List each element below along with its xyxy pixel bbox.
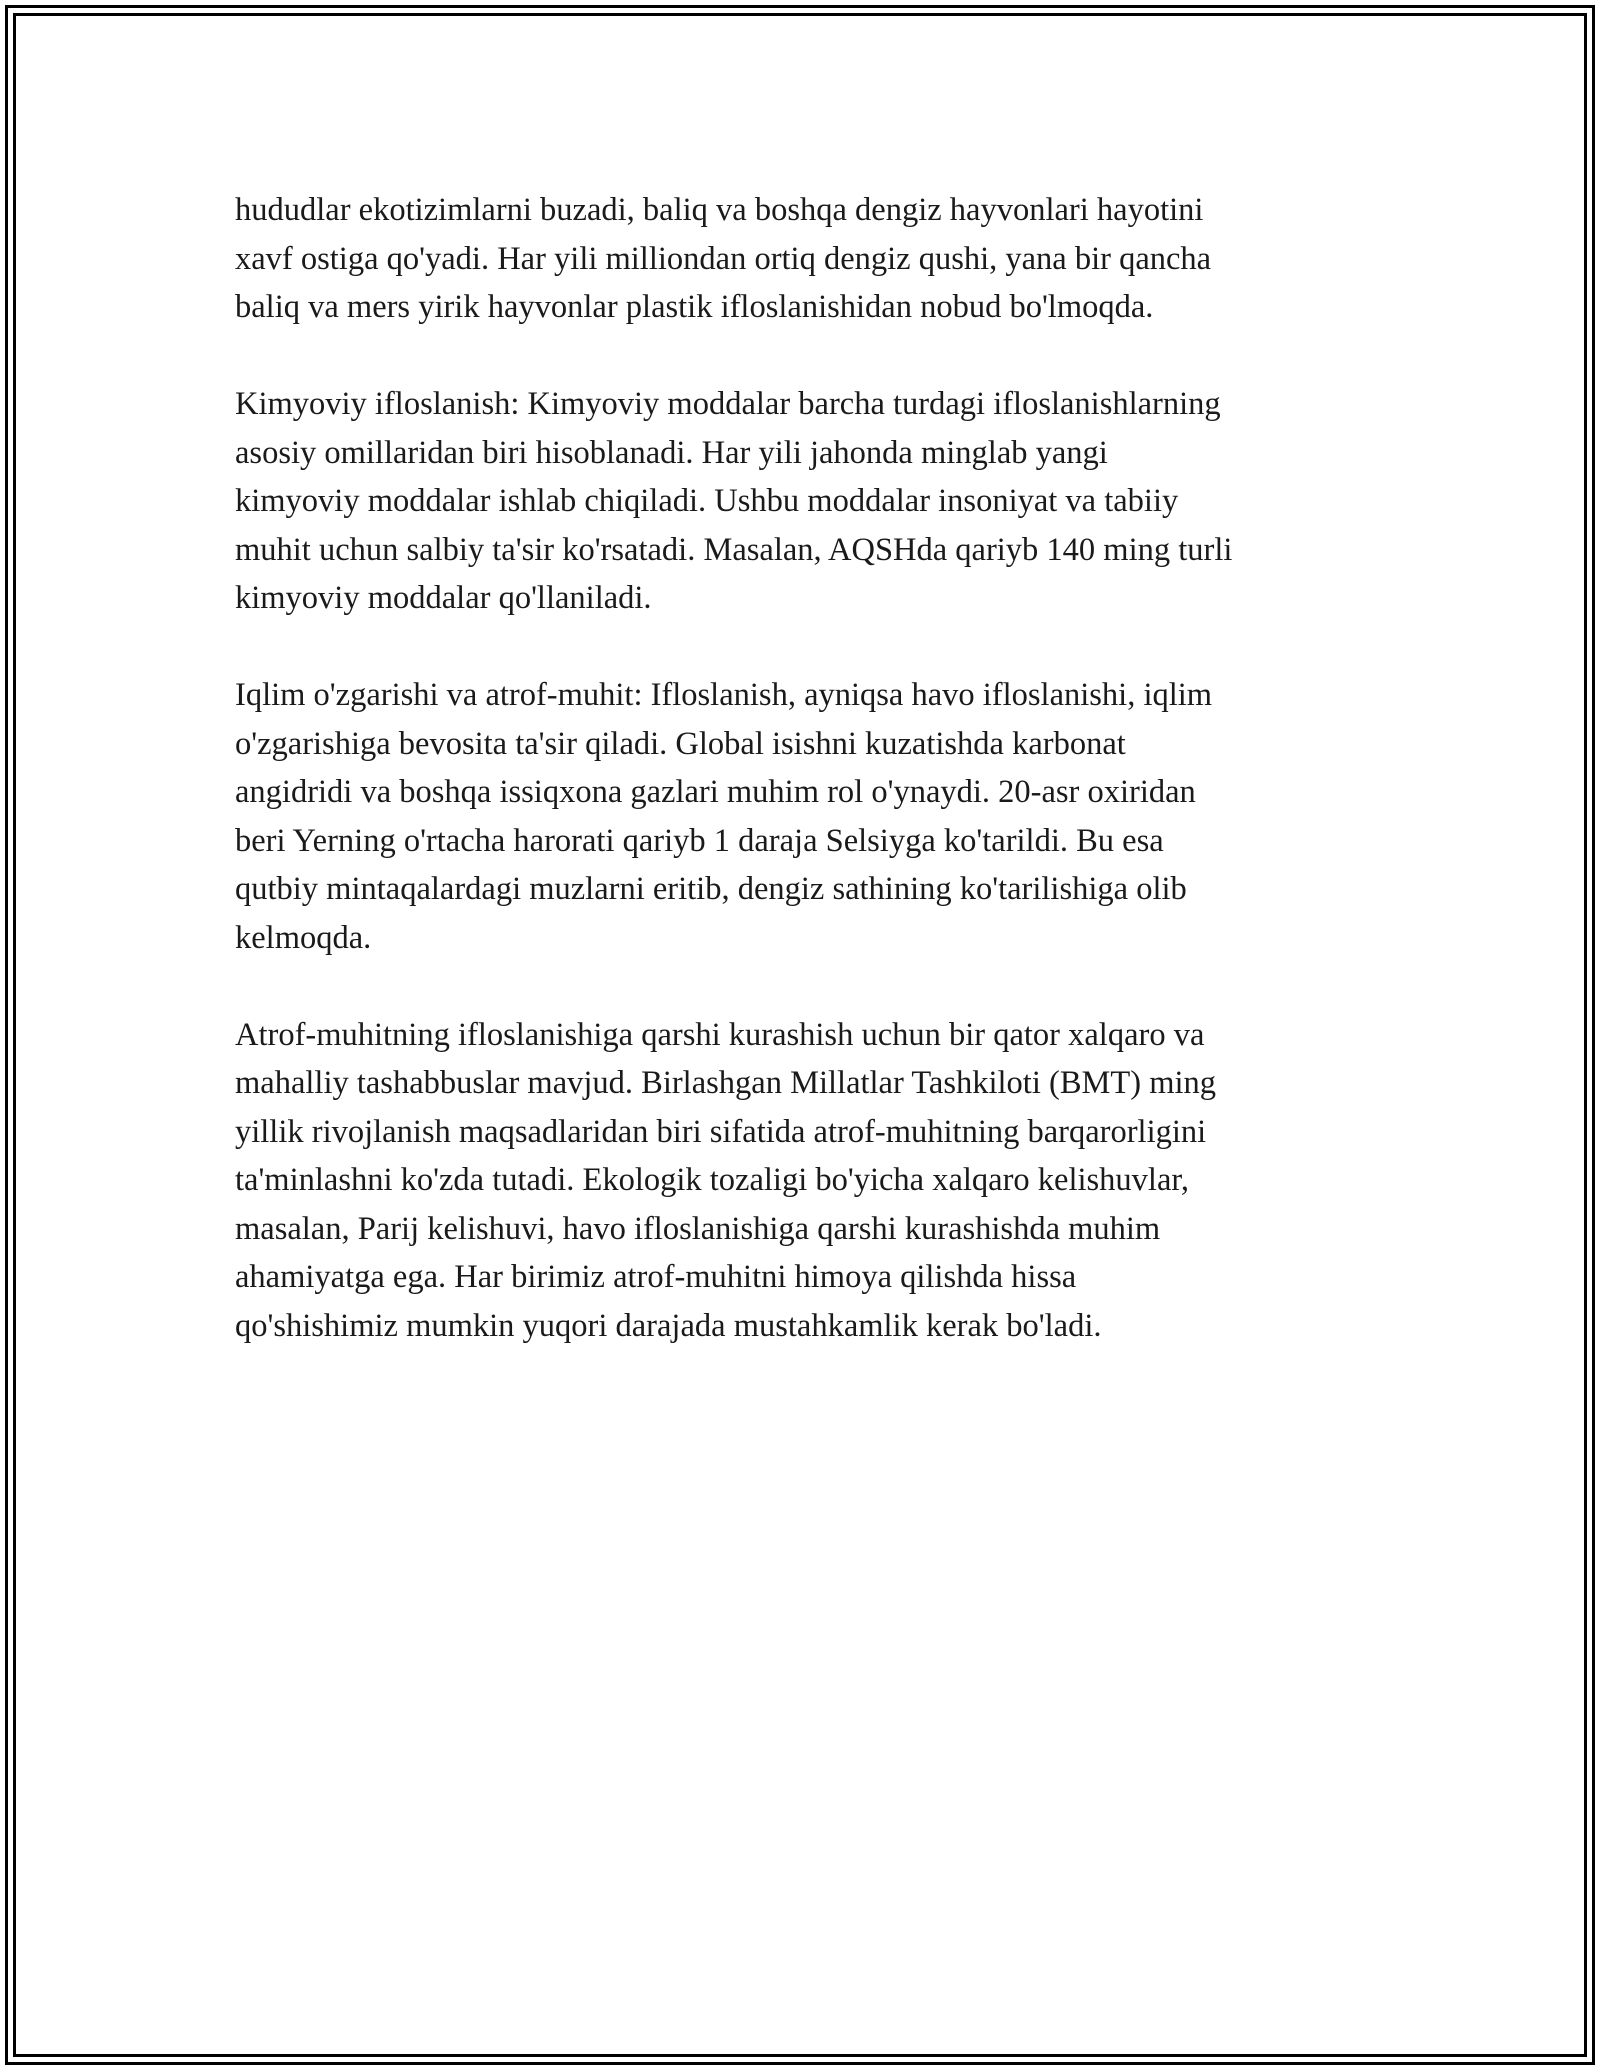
paragraph-plastic-pollution: hududlar ekotizimlarni buzadi, baliq va boshqa dengiz hayvonlari hayotini xavf ostiga qo'yadi. Har yili milliondan ortiq dengiz qushi, yana bir qancha baliq va mers yirik hayvonlar plastik ifloslanishidan nobud bo'lmoqda. xyxy=(235,192,1212,325)
paragraph-climate-change: Iqlim o'zgarishi va atrof-muhit: Ifloslanish, ayniqsa havo ifloslanishi, iqlim o'zgarishiga bevosita ta'sir qiladi. Global isishni kuzatishda karbonat angidridi va boshqa issiqxona gazlari muhim rol o'ynaydi. 20-asr oxiridan beri Yerning o'rtacha harorati qariyb 1 daraja Selsiyga ko'tarildi. Bu esa qutbiy mintaqalardagi muzlarni eritib, dengiz sathining ko'tarilishiga olib kelmoqda. xyxy=(235,677,1213,956)
document-body xyxy=(235,186,1365,1399)
paragraph-initiatives: Atrof-muhitning ifloslanishiga qarshi kurashish uchun bir qator xalqaro va mahalliy tashabbuslar mavjud. Birlashgan Millatlar Tashkiloti (BMT) ming yillik rivojlanish maqsadlaridan biri sifatida atrof-muhitning barqarorligini ta'minlashni ko'zda tutadi. Ekologik tozaligi bo'yicha xalqaro kelishuvlar, masalan, Parij kelishuvi, havo ifloslanishiga qarshi kurashishda muhim ahamiyatga ega. Har birimiz atrof-muhitni himoya qilishda hissa qo'shishimiz mumkin yuqori darajada mustahkamlik kerak bo'ladi. xyxy=(235,1016,1216,1344)
paragraph-chemical-pollution: Kimyoviy ifloslanish: Kimyoviy moddalar barcha turdagi ifloslanishlarning asosiy omillaridan biri hisoblanadi. Har yili jahonda minglab yangi kimyoviy moddalar ishlab chiqiladi. Ushbu moddalar insoniyat va tabiiy muhit uchun salbiy ta'sir ko'rsatadi. Masalan, AQSHda qariyb 140 ming turli kimyoviy moddalar qo'llaniladi. xyxy=(235,386,1233,616)
